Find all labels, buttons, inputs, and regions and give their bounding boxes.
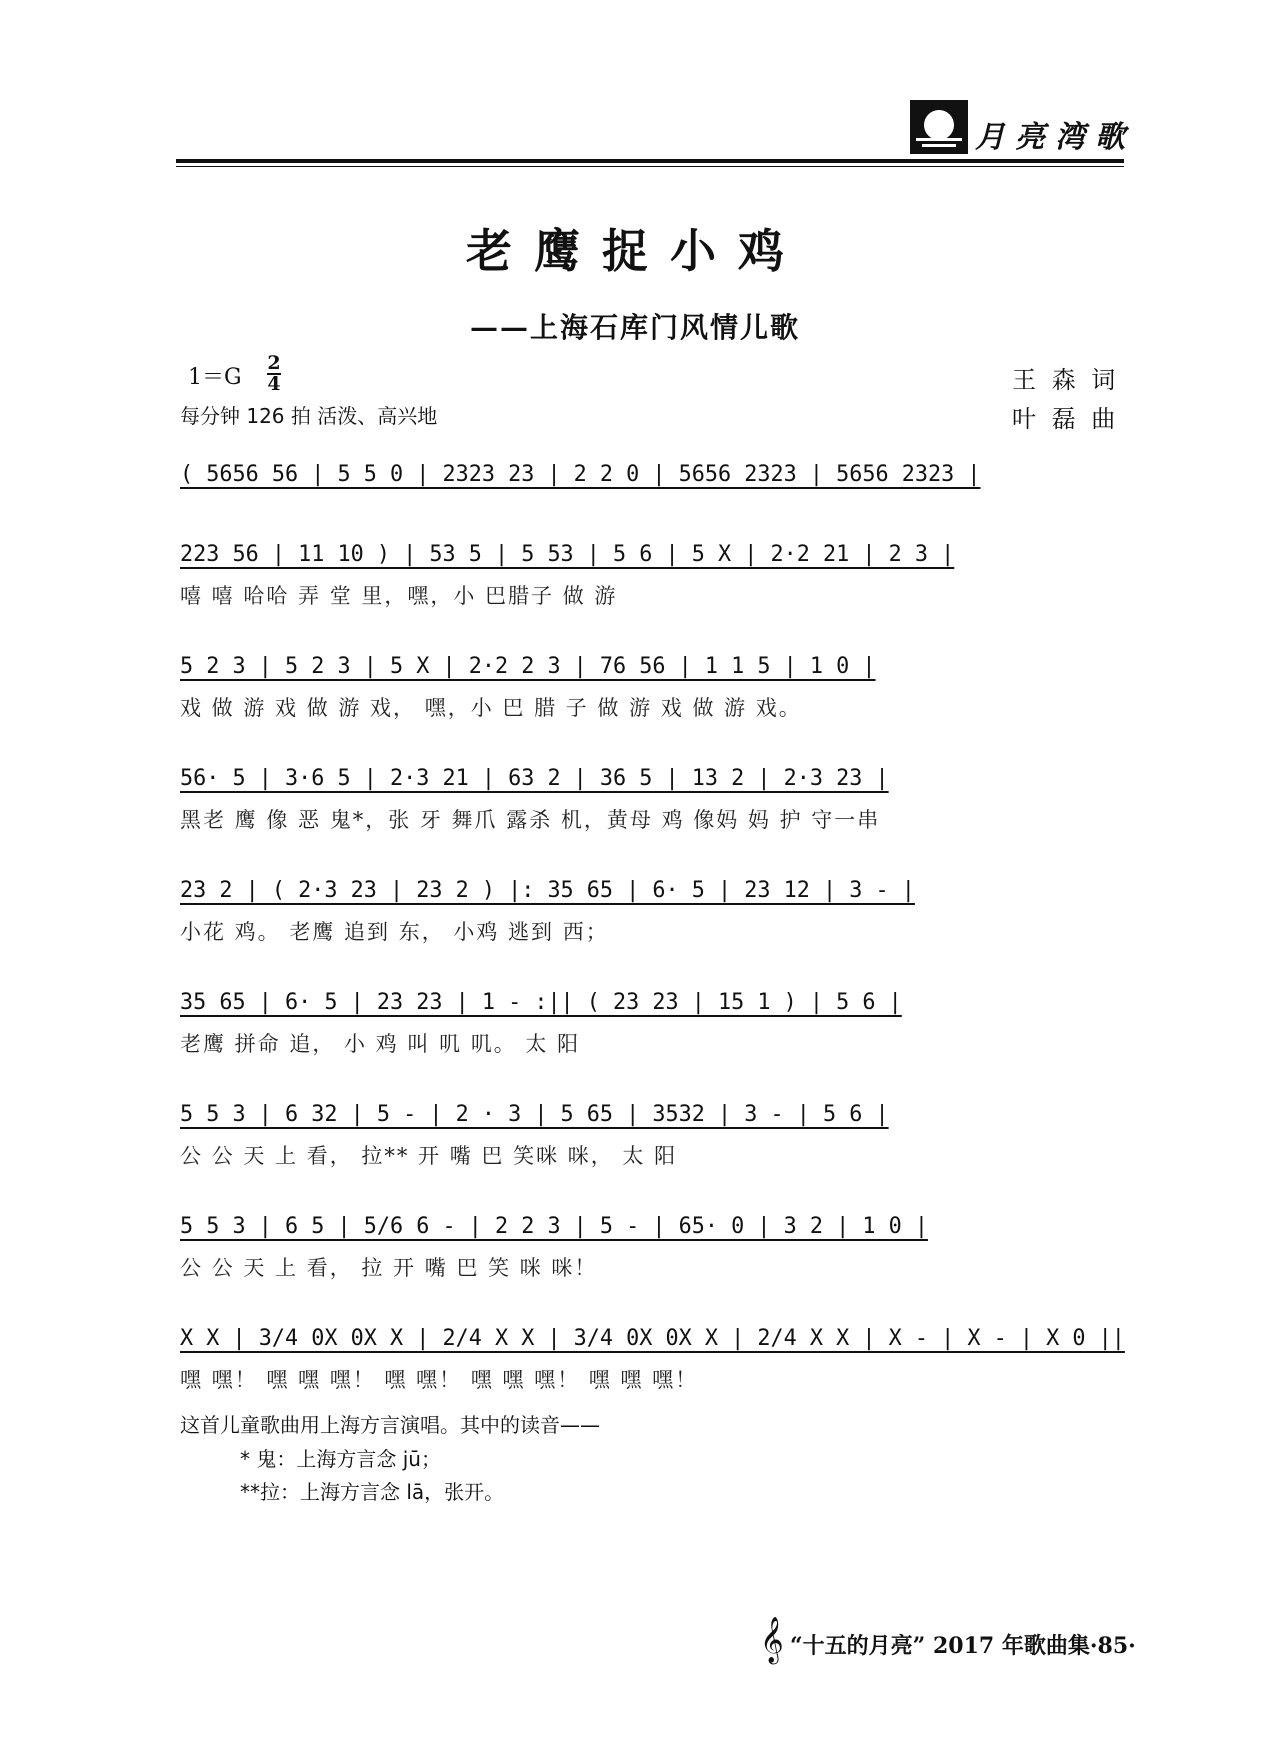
notation-line: 223 56 | 11 10 ) | 53 5 | 5 53 | 5 6 | 5 X | 2·2 21 | 2 3 | — [180, 542, 955, 567]
page-footer: “十五的月亮” 2017 年歌曲集·85· — [790, 1633, 1136, 1659]
header-brand: 月亮湾歌 — [975, 120, 1135, 155]
score-line-7 — [180, 1102, 1120, 1142]
lyrics-line: 公 公 天 上 看， 拉** 开 嘴 巴 笑咪 咪， 太 阳 — [180, 1144, 678, 1168]
score-line-2 — [180, 542, 1120, 582]
notation-line: 56· 5 | 3·6 5 | 2·3 21 | 63 2 | 36 5 | 13 2 | 2·3 23 | — [180, 766, 889, 791]
song-subtitle: ——上海石库门风情儿歌 — [470, 311, 801, 344]
score-line-5 — [180, 878, 1120, 918]
footnote-gui: * 鬼：上海方言念 jū； — [240, 1447, 441, 1471]
time-signature-bottom: 4 — [267, 373, 281, 395]
lyrics-line: 小花 鸡。 老鹰 追到 东， 小鸡 逃到 西； — [180, 920, 609, 944]
lyricist-credit: 王 森 词 — [1012, 366, 1120, 394]
lyrics-line: 黑老 鹰 像 恶 鬼*，张 牙 舞爪 露杀 机，黄母 鸡 像妈 妈 护 守一串 — [180, 808, 881, 832]
footnote-la: **拉：上海方言念 lā，张开。 — [240, 1480, 505, 1504]
notation-line: X X | 3/4 0X 0X X | 2/4 X X | 3/4 0X 0X X | 2/4 X X | X - | X - | X 0 || — [180, 1326, 1125, 1351]
time-signature-top: 2 — [267, 352, 281, 374]
notation-line: 23 2 | ( 2·3 23 | 23 2 ) |: 35 65 | 6· 5 | 23 12 | 3 - | — [180, 878, 915, 903]
score-line-9 — [180, 1326, 1125, 1366]
score-line-4 — [180, 766, 1120, 806]
notation-line: 35 65 | 6· 5 | 23 23 | 1 - :|| ( 23 23 | 15 1 ) | 5 6 | — [180, 990, 902, 1015]
lyrics-line: 嘻 嘻 哈哈 弄 堂 里，嘿，小 巴腊子 做 游 — [180, 584, 618, 608]
lyrics-line: 嘿 嘿！ 嘿 嘿 嘿！ 嘿 嘿！ 嘿 嘿 嘿！ 嘿 嘿 嘿！ — [180, 1368, 699, 1392]
notation-line: 5 5 3 | 6 32 | 5 - | 2 · 3 | 5 65 | 3532 | 3 - | 5 6 | — [180, 1102, 889, 1127]
header-rule-thin — [176, 166, 1124, 167]
score-line-1 — [180, 462, 1120, 502]
notation-line: 5 2 3 | 5 2 3 | 5 X | 2·2 2 3 | 76 56 | 1 1 5 | 1 0 | — [180, 654, 876, 679]
notation-line: 5 5 3 | 6 5 | 5/6 6 - | 2 2 3 | 5 - | 65· 0 | 3 2 | 1 0 | — [180, 1214, 929, 1239]
header-rule — [176, 159, 1124, 163]
song-title: 老鹰捉小鸡 — [466, 224, 806, 278]
lyrics-line: 戏 做 游 戏 做 游 戏， 嘿，小 巴 腊 子 做 游 戏 做 游 戏。 — [180, 696, 802, 720]
lyrics-line: 公 公 天 上 看， 拉 开 嘴 巴 笑 咪 咪！ — [180, 1256, 598, 1280]
composer-credit: 叶 磊 曲 — [1012, 405, 1120, 433]
key-signature: 1＝G — [188, 365, 242, 390]
score-line-6 — [180, 990, 1120, 1030]
score-line-8 — [180, 1214, 1120, 1254]
tempo-marking: 每分钟 126 拍 活泼、高兴地 — [180, 404, 438, 428]
treble-clef-icon: 𝄞 — [760, 1617, 784, 1663]
score-line-3 — [180, 654, 1120, 694]
lyrics-line: 老鹰 拼命 追， 小 鸡 叫 叽 叽。 太 阳 — [180, 1032, 581, 1056]
notation-line: ( 5656 56 | 5 5 0 | 2323 23 | 2 2 0 | 5656 2323 | 5656 2323 | — [180, 462, 981, 487]
moon-logo-icon — [910, 100, 968, 154]
time-signature — [266, 354, 282, 394]
footnote-intro: 这首儿童歌曲用上海方言演唱。其中的读音—— — [180, 1413, 600, 1437]
